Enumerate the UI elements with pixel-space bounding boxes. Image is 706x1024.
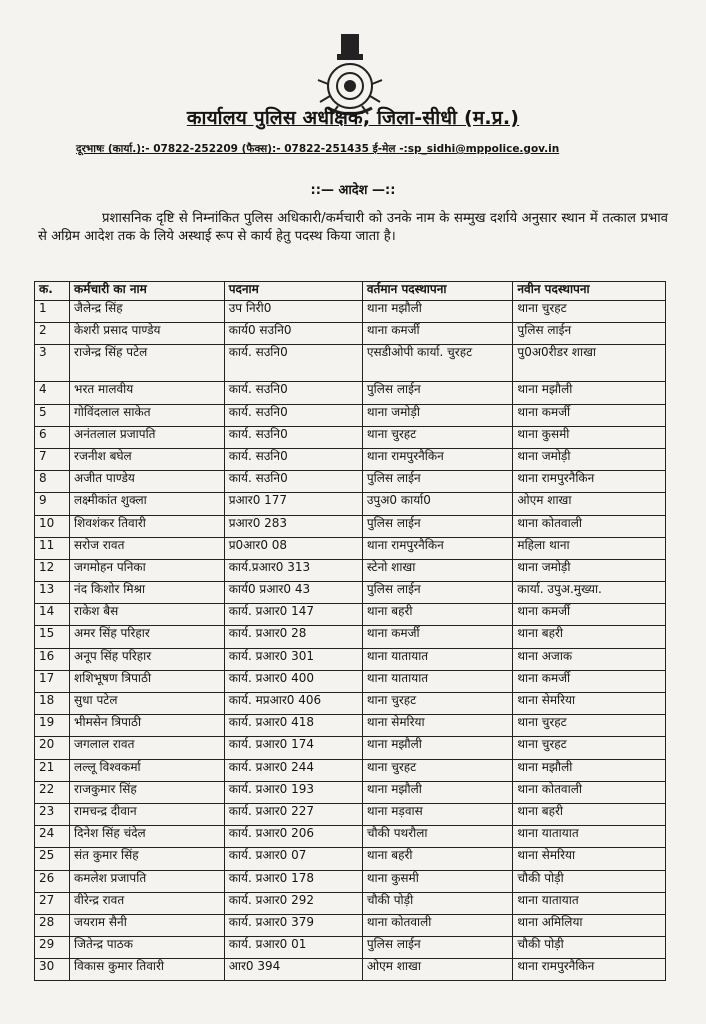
employee-name-cell: अनूप सिंह परिहार <box>70 648 225 670</box>
table-row <box>35 493 666 515</box>
serial-cell: 1 <box>35 301 70 323</box>
employee-name-cell: अनंतलाल प्रजापति <box>70 426 225 448</box>
current-posting-cell: पुलिस लाईन <box>362 582 513 604</box>
current-posting-cell: एसडीओपी कार्या. चुरहट <box>362 345 513 382</box>
table-row <box>35 515 666 537</box>
employee-name-cell: सरोज रावत <box>70 537 225 559</box>
designation-cell: कार्य. प्रआर0 28 <box>224 626 362 648</box>
employee-name-cell: शशिभूषण त्रिपाठी <box>70 670 225 692</box>
new-posting-cell: चौकी पोड़ी <box>513 870 666 892</box>
current-posting-cell: थाना बहरी <box>362 604 513 626</box>
current-posting-cell: चौकी पथरौला <box>362 826 513 848</box>
serial-cell: 19 <box>35 715 70 737</box>
new-posting-cell: चौकी पोड़ी <box>513 937 666 959</box>
current-posting-cell: थाना बहरी <box>362 848 513 870</box>
new-posting-cell: थाना चुरहट <box>513 715 666 737</box>
serial-cell: 21 <box>35 759 70 781</box>
new-posting-cell: थाना कोतवाली <box>513 781 666 803</box>
employee-name-cell: नंद किशोर मिश्रा <box>70 582 225 604</box>
designation-cell: कार्य. मप्रआर0 406 <box>224 693 362 715</box>
employee-name-cell: जगलाल रावत <box>70 737 225 759</box>
designation-cell: कार्य. प्रआर0 301 <box>224 648 362 670</box>
designation-cell: कार्य. प्रआर0 07 <box>224 848 362 870</box>
new-posting-cell: थाना कमर्जी <box>513 670 666 692</box>
serial-cell: 6 <box>35 426 70 448</box>
designation-cell: उप निरी0 <box>224 301 362 323</box>
table-row <box>35 803 666 825</box>
new-posting-cell: थाना बहरी <box>513 626 666 648</box>
current-posting-cell: थाना मझौली <box>362 737 513 759</box>
employee-name-cell: जितेन्द्र पाठक <box>70 937 225 959</box>
serial-cell: 28 <box>35 914 70 936</box>
table-row <box>35 301 666 323</box>
table-row <box>35 426 666 448</box>
designation-cell: कार्य. प्रआर0 178 <box>224 870 362 892</box>
new-posting-cell: थाना बहरी <box>513 803 666 825</box>
table-row <box>35 870 666 892</box>
new-posting-cell: थाना रामपुरनैकिन <box>513 471 666 493</box>
posting-table <box>34 281 666 981</box>
designation-cell: कार्य0 सउनि0 <box>224 323 362 345</box>
current-posting-cell: थाना रामपुरनैकिन <box>362 448 513 470</box>
header-current-posting: वर्तमान पदस्थापना <box>362 282 513 301</box>
current-posting-cell: पुलिस लाईन <box>362 937 513 959</box>
office-title: कार्यालय पुलिस अधीक्षक, जिला-सीधी (म.प्र.) <box>186 107 520 129</box>
current-posting-cell: थाना चुरहट <box>362 426 513 448</box>
current-posting-cell: थाना मड़वास <box>362 803 513 825</box>
table-row <box>35 648 666 670</box>
current-posting-cell: थाना कुसमी <box>362 870 513 892</box>
employee-name-cell: शिवशंकर तिवारी <box>70 515 225 537</box>
serial-cell: 9 <box>35 493 70 515</box>
table-row <box>35 781 666 803</box>
table-row <box>35 471 666 493</box>
employee-name-cell: भरत मालवीय <box>70 382 225 404</box>
new-posting-cell: थाना कमर्जी <box>513 604 666 626</box>
current-posting-cell: पुलिस लाईन <box>362 515 513 537</box>
table-row <box>35 715 666 737</box>
new-posting-cell: महिला थाना <box>513 537 666 559</box>
designation-cell: कार्य. सउनि0 <box>224 426 362 448</box>
table-row <box>35 759 666 781</box>
serial-cell: 29 <box>35 937 70 959</box>
serial-cell: 12 <box>35 559 70 581</box>
new-posting-cell: थाना सेमरिया <box>513 848 666 870</box>
current-posting-cell: थाना कोतवाली <box>362 914 513 936</box>
designation-cell: आर0 394 <box>224 959 362 981</box>
serial-cell: 22 <box>35 781 70 803</box>
current-posting-cell: थाना यातायात <box>362 648 513 670</box>
serial-cell: 5 <box>35 404 70 426</box>
employee-name-cell: भीमसेन त्रिपाठी <box>70 715 225 737</box>
table-body <box>35 301 666 981</box>
designation-cell: कार्य. प्रआर0 206 <box>224 826 362 848</box>
designation-cell: कार्य. प्रआर0 227 <box>224 803 362 825</box>
serial-cell: 3 <box>35 345 70 382</box>
employee-name-cell: जगमोहन पनिका <box>70 559 225 581</box>
serial-cell: 2 <box>35 323 70 345</box>
designation-cell: कार्य. सउनि0 <box>224 382 362 404</box>
new-posting-cell: थाना कमर्जी <box>513 404 666 426</box>
current-posting-cell: थाना कमर्जी <box>362 323 513 345</box>
header-designation: पदनाम <box>224 282 362 301</box>
designation-cell: कार्य. सउनि0 <box>224 345 362 382</box>
serial-cell: 7 <box>35 448 70 470</box>
employee-name-cell: राकेश बैस <box>70 604 225 626</box>
new-posting-cell: ओएम शाखा <box>513 493 666 515</box>
table-row <box>35 626 666 648</box>
employee-name-cell: रामचन्द्र दीवान <box>70 803 225 825</box>
table-row <box>35 670 666 692</box>
current-posting-cell: थाना कमर्जी <box>362 626 513 648</box>
new-posting-cell: थाना रामपुरनैकिन <box>513 959 666 981</box>
table-row <box>35 323 666 345</box>
employee-name-cell: राजकुमार सिंह <box>70 781 225 803</box>
new-posting-cell: थाना मझौली <box>513 759 666 781</box>
employee-name-cell: कमलेश प्रजापति <box>70 870 225 892</box>
table-row <box>35 404 666 426</box>
serial-cell: 23 <box>35 803 70 825</box>
designation-cell: कार्य. प्रआर0 379 <box>224 914 362 936</box>
current-posting-cell: थाना मझौली <box>362 301 513 323</box>
new-posting-cell: थाना जमोड़ी <box>513 448 666 470</box>
designation-cell: प्रआर0 283 <box>224 515 362 537</box>
table-row <box>35 693 666 715</box>
new-posting-cell: पुलिस लाईन <box>513 323 666 345</box>
order-intro-paragraph: प्रशासनिक दृष्टि से निम्नांकित पुलिस अधिकारी/कर्मचारी को उनके नाम के सम्मुख दर्शाये अनुसार स्थान में तत्काल प्रभाव से अग्रिम आदेश तक के लिये अस्थाई रूप से कार्य हेतु पदस्थ किया जाता है। <box>38 211 668 244</box>
serial-cell: 8 <box>35 471 70 493</box>
employee-name-cell: दिनेश सिंह चंदेल <box>70 826 225 848</box>
employee-name-cell: जैलेन्द्र सिंह <box>70 301 225 323</box>
current-posting-cell: उपुअ0 कार्या0 <box>362 493 513 515</box>
current-posting-cell: थाना सेमरिया <box>362 715 513 737</box>
new-posting-cell: थाना सेमरिया <box>513 693 666 715</box>
designation-cell: कार्य. प्रआर0 400 <box>224 670 362 692</box>
table-row <box>35 448 666 470</box>
current-posting-cell: पुलिस लाईन <box>362 471 513 493</box>
employee-name-cell: रजनीश बघेल <box>70 448 225 470</box>
table-row <box>35 582 666 604</box>
current-posting-cell: थाना चुरहट <box>362 759 513 781</box>
header-serial: क. <box>35 282 70 301</box>
employee-name-cell: अमर सिंह परिहार <box>70 626 225 648</box>
serial-cell: 11 <box>35 537 70 559</box>
designation-cell: कार्य. प्रआर0 244 <box>224 759 362 781</box>
new-posting-cell: थाना चुरहट <box>513 737 666 759</box>
table-row <box>35 892 666 914</box>
new-posting-cell: थाना यातायात <box>513 892 666 914</box>
employee-name-cell: गोविंदलाल साकेत <box>70 404 225 426</box>
new-posting-cell: थाना मझौली <box>513 382 666 404</box>
serial-cell: 14 <box>35 604 70 626</box>
table-row <box>35 737 666 759</box>
employee-name-cell: जयराम सैनी <box>70 914 225 936</box>
table-header-row <box>35 282 666 301</box>
new-posting-cell: थाना यातायात <box>513 826 666 848</box>
employee-name-cell: लक्ष्मीकांत शुक्ला <box>70 493 225 515</box>
new-posting-cell: थाना अमिलिया <box>513 914 666 936</box>
serial-cell: 25 <box>35 848 70 870</box>
order-heading: ::— आदेश —:: <box>310 183 396 198</box>
new-posting-cell: थाना चुरहट <box>513 301 666 323</box>
serial-cell: 24 <box>35 826 70 848</box>
employee-name-cell: वीरेन्द्र रावत <box>70 892 225 914</box>
new-posting-cell: कार्या. उपुअ.मुख्या. <box>513 582 666 604</box>
new-posting-cell: थाना कुसमी <box>513 426 666 448</box>
designation-cell: कार्य0 प्रआर0 43 <box>224 582 362 604</box>
current-posting-cell: थाना रामपुरनैकिन <box>362 537 513 559</box>
table-row <box>35 604 666 626</box>
employee-name-cell: राजेन्द्र सिंह पटेल <box>70 345 225 382</box>
current-posting-cell: थाना चुरहट <box>362 693 513 715</box>
designation-cell: प्रआर0 177 <box>224 493 362 515</box>
serial-cell: 30 <box>35 959 70 981</box>
designation-cell: कार्य.प्रआर0 313 <box>224 559 362 581</box>
current-posting-cell: थाना यातायात <box>362 670 513 692</box>
new-posting-cell: थाना जमोड़ी <box>513 559 666 581</box>
employee-name-cell: सुधा पटेल <box>70 693 225 715</box>
serial-cell: 20 <box>35 737 70 759</box>
designation-cell: कार्य. प्रआर0 193 <box>224 781 362 803</box>
serial-cell: 10 <box>35 515 70 537</box>
new-posting-cell: पु0अ0रीडर शाखा <box>513 345 666 382</box>
header-employee-name: कर्मचारी का नाम <box>70 282 225 301</box>
header-new-posting: नवीन पदस्थापना <box>513 282 666 301</box>
serial-cell: 17 <box>35 670 70 692</box>
serial-cell: 15 <box>35 626 70 648</box>
employee-name-cell: लल्लू विश्वकर्मा <box>70 759 225 781</box>
serial-cell: 4 <box>35 382 70 404</box>
table-row <box>35 826 666 848</box>
current-posting-cell: ओएम शाखा <box>362 959 513 981</box>
table-row <box>35 937 666 959</box>
designation-cell: कार्य. सउनि0 <box>224 448 362 470</box>
current-posting-cell: स्टेनो शाखा <box>362 559 513 581</box>
current-posting-cell: पुलिस लाईन <box>362 382 513 404</box>
employee-name-cell: संत कुमार सिंह <box>70 848 225 870</box>
serial-cell: 27 <box>35 892 70 914</box>
designation-cell: कार्य. प्रआर0 01 <box>224 937 362 959</box>
serial-cell: 13 <box>35 582 70 604</box>
designation-cell: प्र0आर0 08 <box>224 537 362 559</box>
current-posting-cell: चौकी पोड़ी <box>362 892 513 914</box>
table-row <box>35 537 666 559</box>
designation-cell: कार्य. सउनि0 <box>224 471 362 493</box>
contact-line: दूरभाषः (कार्या.):- 07822-252209 (फैक्स):- 07822-251435 ई-मेल -:sp_sidhi@mppolice.gov.in <box>76 143 560 155</box>
designation-cell: कार्य. प्रआर0 418 <box>224 715 362 737</box>
current-posting-cell: थाना मझौली <box>362 781 513 803</box>
serial-cell: 16 <box>35 648 70 670</box>
employee-name-cell: विकास कुमार तिवारी <box>70 959 225 981</box>
table-row <box>35 959 666 981</box>
designation-cell: कार्य. प्रआर0 174 <box>224 737 362 759</box>
designation-cell: कार्य. सउनि0 <box>224 404 362 426</box>
serial-cell: 26 <box>35 870 70 892</box>
designation-cell: कार्य. प्रआर0 147 <box>224 604 362 626</box>
table-row <box>35 345 666 382</box>
current-posting-cell: थाना जमोड़ी <box>362 404 513 426</box>
new-posting-cell: थाना अजाक <box>513 648 666 670</box>
table-row <box>35 914 666 936</box>
employee-name-cell: केशरी प्रसाद पाण्डेय <box>70 323 225 345</box>
table-row <box>35 382 666 404</box>
table-row <box>35 848 666 870</box>
table-row <box>35 559 666 581</box>
new-posting-cell: थाना कोतवाली <box>513 515 666 537</box>
employee-name-cell: अजीत पाण्डेय <box>70 471 225 493</box>
serial-cell: 18 <box>35 693 70 715</box>
designation-cell: कार्य. प्रआर0 292 <box>224 892 362 914</box>
